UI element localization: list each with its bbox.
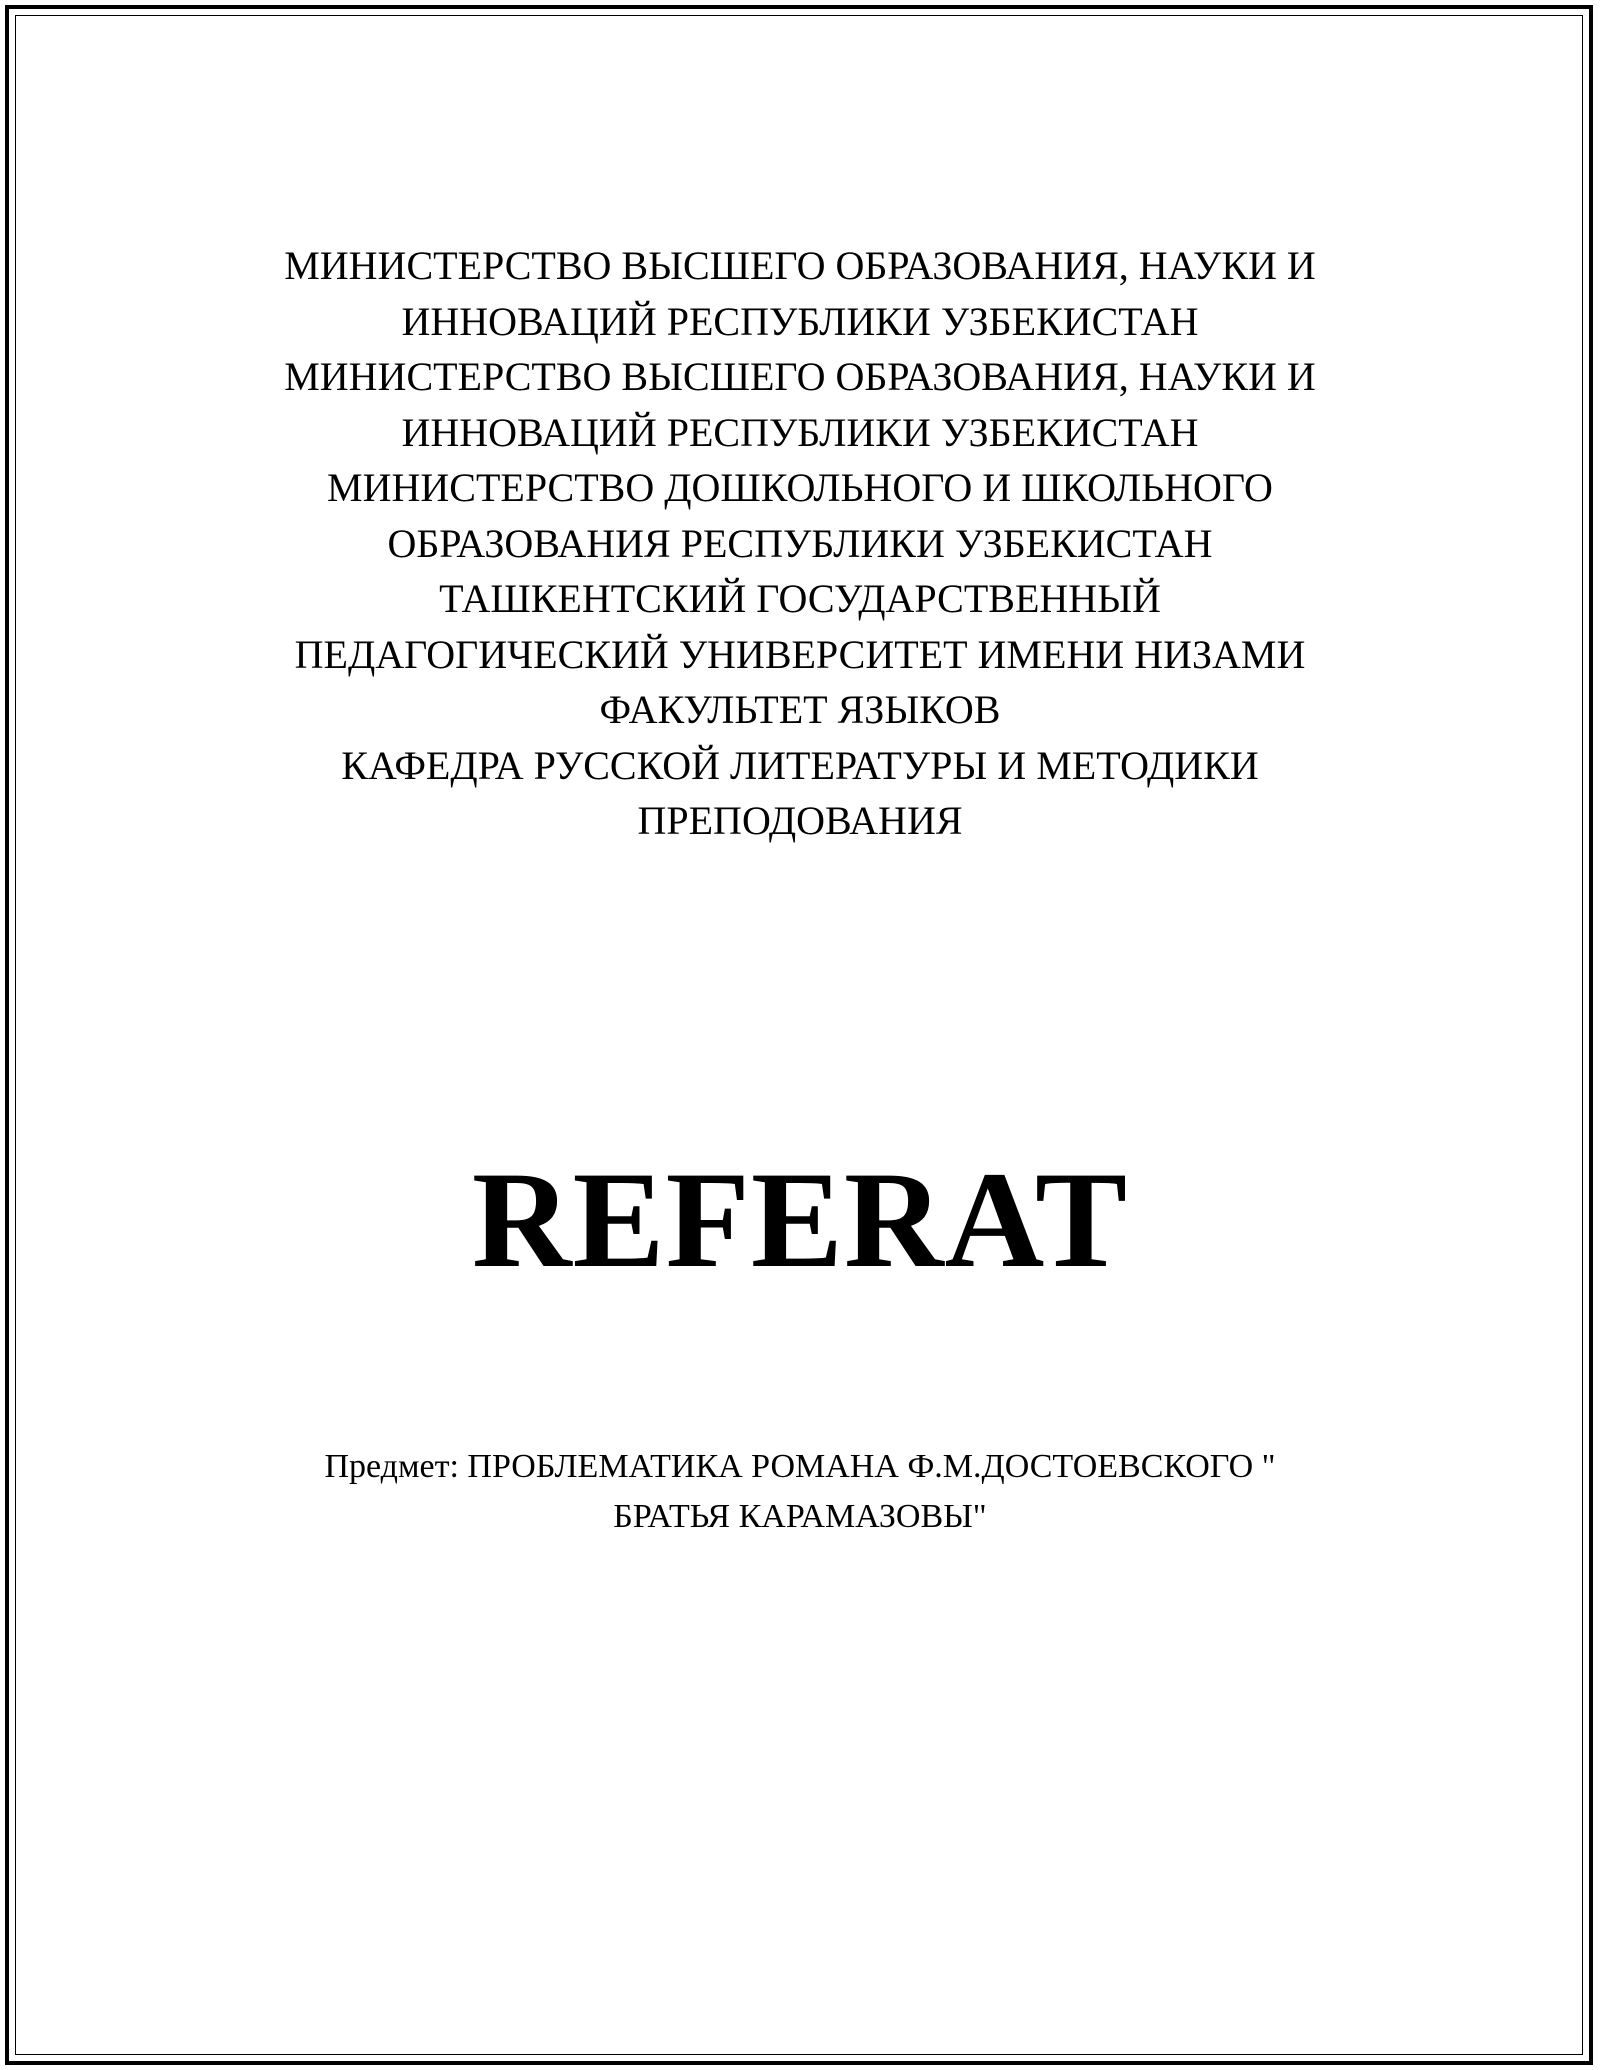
subject-block bbox=[200, 1442, 1400, 1542]
subject-line: Предмет: ПРОБЛЕМАТИКА РОМАНА Ф.М.ДОСТОЕВСКОГО " bbox=[324, 1448, 1276, 1485]
subject-line: БРАТЬЯ КАРАМАЗОВЫ" bbox=[613, 1498, 987, 1535]
header-line: ПРЕПОДОВАНИЯ bbox=[637, 798, 963, 843]
header-line: МИНИСТЕРСТВО ВЫСШЕГО ОБРАЗОВАНИЯ, НАУКИ И bbox=[284, 354, 1316, 399]
header-line: КАФЕДРА РУССКОЙ ЛИТЕРАТУРЫ И МЕТОДИКИ bbox=[341, 742, 1259, 788]
header-line: ТАШКЕНТСКИЙ ГОСУДАРСТВЕННЫЙ bbox=[439, 576, 1161, 621]
header-line: ИННОВАЦИЙ РЕСПУБЛИКИ УЗБЕКИСТАН bbox=[401, 409, 1199, 455]
header-line: МИНИСТЕРСТВО ВЫСШЕГО ОБРАЗОВАНИЯ, НАУКИ И bbox=[284, 243, 1316, 288]
header-line: ИННОВАЦИЙ РЕСПУБЛИКИ УЗБЕКИСТАН bbox=[401, 298, 1199, 344]
header-line: ПЕДАГОГИЧЕСКИЙ УНИВЕРСИТЕТ ИМЕНИ НИЗАМИ bbox=[294, 631, 1306, 677]
header-line: МИНИСТЕРСТВО ДОШКОЛЬНОГО И ШКОЛЬНОГО bbox=[327, 465, 1273, 510]
header-line: ОБРАЗОВАНИЯ РЕСПУБЛИКИ УЗБЕКИСТАН bbox=[387, 520, 1213, 566]
document-title: REFERAT bbox=[471, 1143, 1129, 1296]
institution-header bbox=[200, 238, 1400, 849]
header-line: ФАКУЛЬТЕТ ЯЗЫКОВ bbox=[599, 687, 1001, 732]
